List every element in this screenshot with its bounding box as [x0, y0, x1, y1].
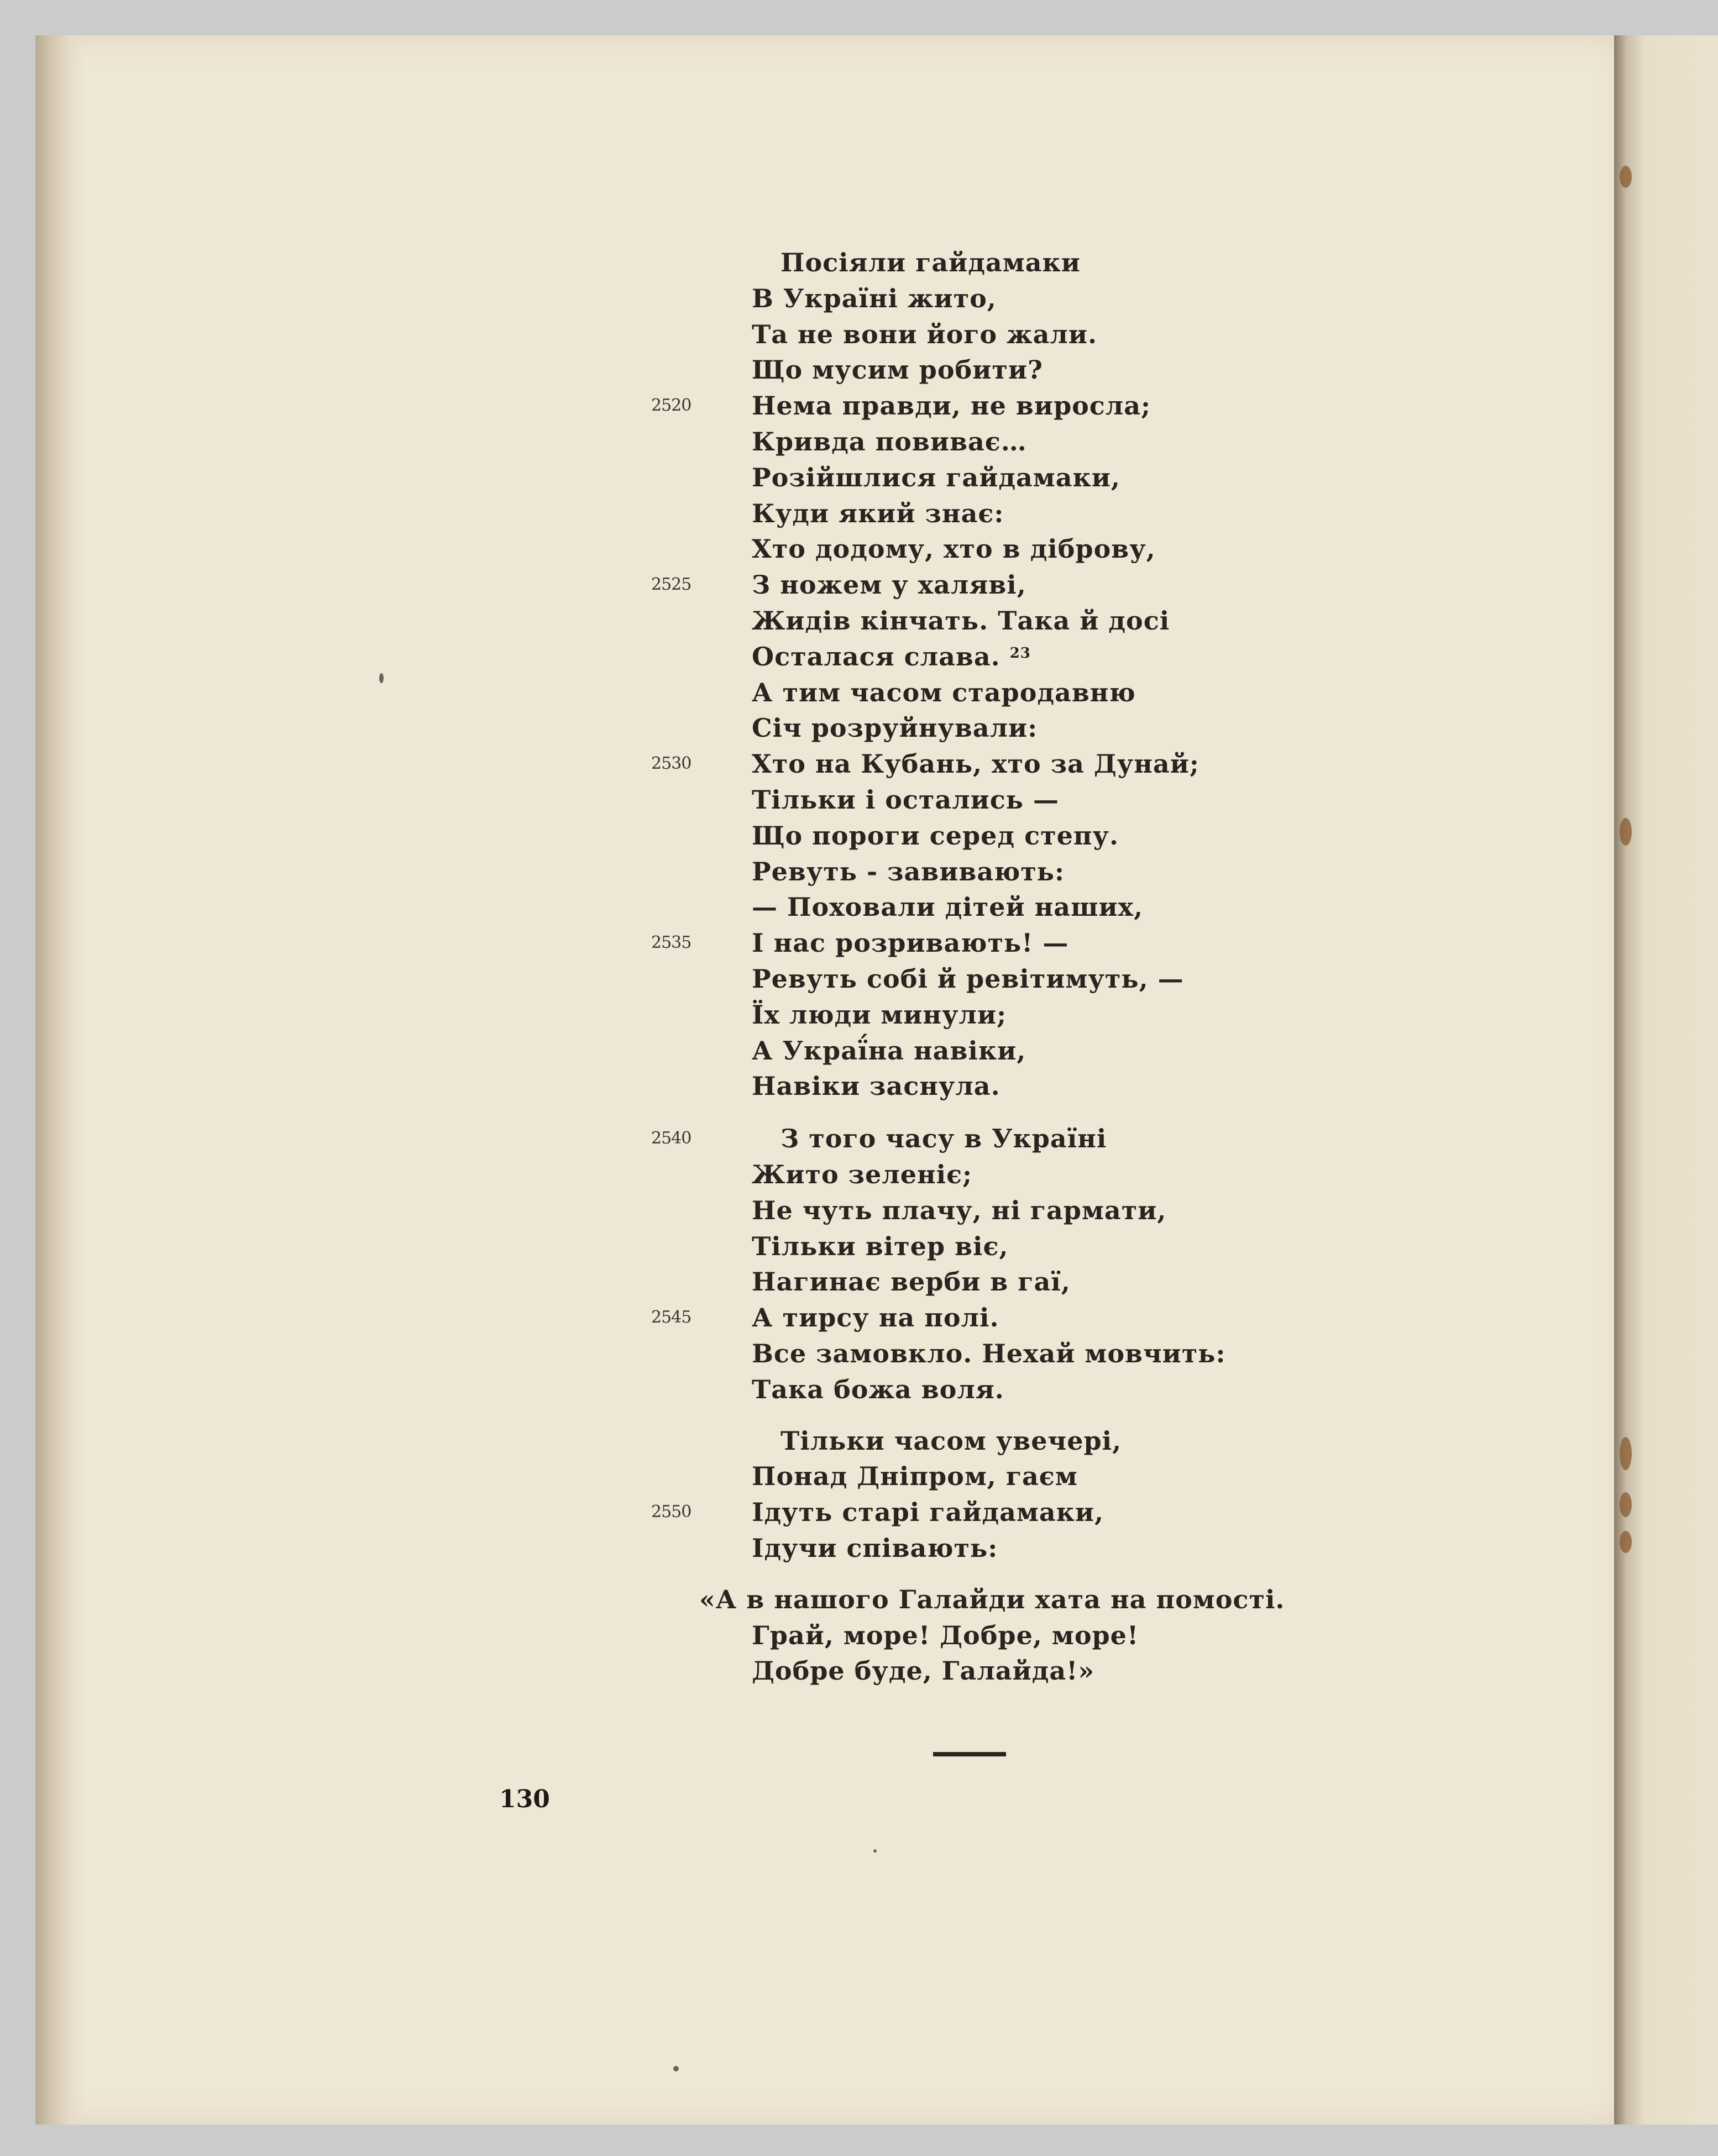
poem-line: Хто додому, хто в діброву,: [752, 534, 1156, 564]
poem-line: Ревуть собі й ревітимуть, —: [752, 964, 1184, 994]
poem-line: Нагинає верби в гаї,: [752, 1267, 1071, 1297]
poem-line: — Поховали дітей наших,: [752, 892, 1144, 922]
poem-line: Що мусим робити?: [752, 355, 1043, 385]
line-number: 2535: [651, 933, 692, 953]
end-rule: [933, 1752, 1006, 1756]
line-number: 2540: [651, 1129, 692, 1148]
poem-line: Січ розруйнували:: [752, 713, 1038, 743]
poem-line: Нема правди, не виросла;: [752, 391, 1151, 421]
line-number: 2545: [651, 1308, 692, 1328]
poem-line: А Украї́на навіки,: [752, 1035, 1026, 1066]
poem-line: Ідуть старі гайдамаки,: [752, 1497, 1104, 1528]
page-number: 130: [499, 1785, 550, 1813]
paper-speck: [673, 2066, 679, 2071]
poem-line: З ножем у халяві,: [752, 570, 1026, 600]
poem-line: Тільки вітер віє,: [752, 1231, 1009, 1261]
poem-line: Осталася слава. $^{23}$: [752, 641, 1031, 672]
poem-line: В Україні жито,: [752, 283, 997, 313]
poem-line: А тирсу на полі.: [752, 1303, 999, 1333]
poem-line: Не чуть плачу, ні гармати,: [752, 1195, 1167, 1225]
poem-line: А тим часом стародавню: [752, 677, 1136, 707]
poem-line: Така божа воля.: [752, 1374, 1004, 1404]
poem-line: Їх люди минули;: [752, 999, 1007, 1030]
stain-mark: [1620, 1492, 1632, 1517]
poem-line: І нас розривають! —: [752, 928, 1069, 958]
poem-line: Добре буде, Галайда!»: [752, 1656, 1095, 1686]
poem-line: Грай, море! Добре, море!: [752, 1620, 1139, 1650]
poem-line: Тільки часом увечері,: [781, 1425, 1122, 1456]
stain-mark: [1620, 818, 1632, 846]
facing-page-edge: [1614, 35, 1718, 2124]
line-number: 2525: [651, 575, 692, 595]
poem-line: Та не вони його жали.: [752, 319, 1097, 349]
stain-mark: [1620, 1437, 1632, 1470]
page-gutter-shadow: [35, 35, 85, 2124]
stain-mark: [1620, 166, 1632, 188]
poem-line: Жито зеленіє;: [752, 1160, 973, 1189]
line-number: 2530: [651, 754, 692, 774]
poem-line: Кривда повиває…: [752, 427, 1027, 457]
poem-line: Розійшлися гайдамаки,: [752, 462, 1120, 492]
poem-line: Тільки і остались —: [752, 785, 1059, 815]
poem-line: Посіяли гайдамаки: [781, 248, 1081, 277]
poem-line: Все замовкло. Нехай мовчить:: [752, 1339, 1226, 1368]
poem-line: Понад Дніпром, гаєм: [752, 1461, 1078, 1492]
poem-line: Ідучи співають:: [752, 1533, 998, 1563]
stain-mark: [1620, 1531, 1632, 1553]
footnote-marker: 23: [1009, 644, 1031, 662]
poem-line: Ревуть - завивають:: [752, 856, 1065, 886]
poem-line: Куди який знає:: [752, 498, 1004, 528]
poem-line: З того часу в Україні: [781, 1124, 1107, 1154]
poem-line: Навіки заснула.: [752, 1071, 1001, 1101]
line-number: 2520: [651, 396, 692, 416]
poem-line: «А в нашого Галайди хата на помості.: [699, 1584, 1285, 1614]
poem-line: Хто на Кубань, хто за Дунай;: [752, 749, 1200, 779]
poem-line: Жидів кінчать. Така й досі: [752, 606, 1170, 636]
poem-line: Що пороги серед степу.: [752, 820, 1119, 851]
paper-speck: [379, 673, 384, 683]
paper-speck: [873, 1849, 877, 1853]
line-number: 2550: [651, 1502, 692, 1522]
